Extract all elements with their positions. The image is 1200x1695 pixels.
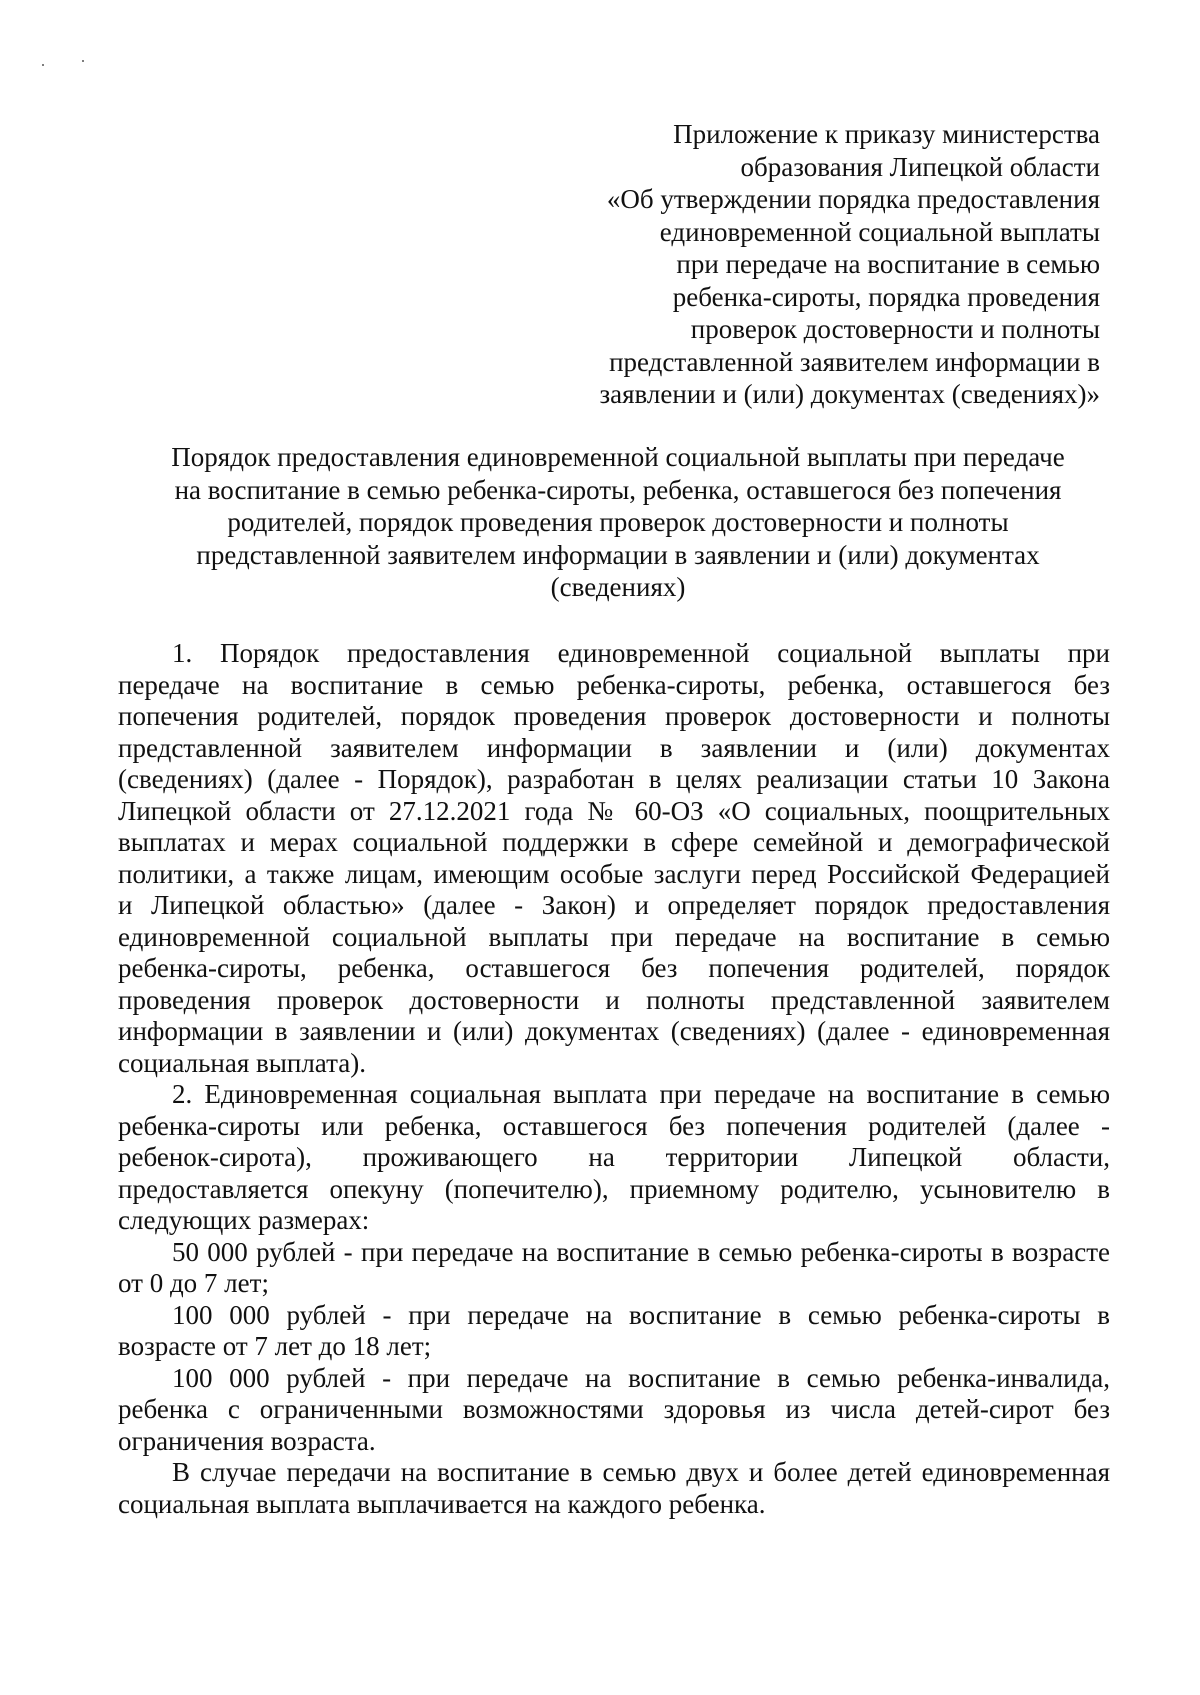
- text-line: проведения проверок достоверности и полноты представленной заявителем: [118, 984, 1110, 1015]
- text-line: социальная выплата).: [118, 1047, 366, 1078]
- appendix-line: ребенка-сироты, порядка проведения: [672, 281, 1100, 312]
- text-line: и Липецкой областью» (далее - Закон) и определяет порядок предоставления: [118, 890, 1110, 920]
- text-line: представленной заявителем информации в заявлении и (или) документах: [118, 732, 1110, 763]
- text-line: В случае передачи на воспитание в семью двух и более детей единовременная: [172, 1457, 1110, 1487]
- text-line: единовременной социальной выплаты при передаче на воспитание в семью: [118, 921, 1110, 952]
- title-line: представленной заявителем информации в заявлении и (или) документах: [196, 539, 1040, 570]
- appendix-line: проверок достоверности и полноты: [690, 314, 1100, 344]
- text-line: ограничения возраста.: [118, 1425, 376, 1456]
- title-line: Порядок предоставления единовременной социальной выплаты при передаче: [171, 442, 1065, 472]
- text-line: передаче на воспитание в семью ребенка-сироты, ребенка, оставшегося без: [118, 669, 1110, 700]
- appendix-line: единовременной социальной выплаты: [659, 216, 1100, 247]
- text-line: Липецкой области от 27.12.2021 года № 60-ОЗ «О социальных, поощрительных: [118, 795, 1110, 826]
- text-line: 2. Единовременная социальная выплата при передаче на воспитание в семью: [172, 1079, 1110, 1109]
- paragraph-6: [118, 1457, 1110, 1520]
- appendix-line: «Об утверждении порядка предоставления: [606, 184, 1100, 214]
- scan-speck: [82, 60, 84, 62]
- scan-speck: [42, 64, 44, 66]
- text-line: от 0 до 7 лет;: [118, 1268, 269, 1298]
- text-line: возрасте от 7 лет до 18 лет;: [118, 1331, 432, 1361]
- text-line: предоставляется опекуну (попечителю), приемному родителю, усыновителю в: [118, 1173, 1110, 1204]
- paragraph-5: [118, 1363, 1110, 1458]
- appendix-header: [560, 118, 1100, 411]
- appendix-line: Приложение к приказу министерства: [673, 119, 1100, 149]
- text-line: ребенка с ограниченными возможностями здоровья из числа детей-сирот без: [118, 1394, 1110, 1424]
- text-line: ребенок-сирота), проживающего на территории Липецкой области,: [118, 1142, 1110, 1172]
- text-line: политики, а также лицам, имеющим особые заслуги перед Российской Федерацией: [118, 858, 1110, 889]
- text-line: выплатах и мерах социальной поддержки в сфере семейной и демографической: [118, 827, 1110, 857]
- document-body: [118, 638, 1110, 1520]
- document-title: [118, 441, 1118, 604]
- text-line: (сведениях) (далее - Порядок), разработан в целях реализации статьи 10 Закона: [118, 764, 1110, 794]
- paragraph-4: [118, 1300, 1110, 1363]
- text-line: ребенка-сироты или ребенка, оставшегося без попечения родителей (далее -: [118, 1110, 1110, 1141]
- paragraph-3: [118, 1237, 1110, 1300]
- title-line: родителей, порядок проведения проверок достоверности и полноты: [227, 507, 1009, 537]
- appendix-line: образования Липецкой области: [740, 151, 1100, 182]
- text-line: 1. Порядок предоставления единовременной социальной выплаты при: [172, 638, 1110, 668]
- appendix-line: представленной заявителем информации в: [609, 346, 1100, 377]
- text-line: 50 000 рублей - при передаче на воспитание в семью ребенка-сироты в возрасте: [172, 1236, 1110, 1267]
- text-line: следующих размерах:: [118, 1205, 370, 1235]
- title-line: (сведениях): [550, 572, 686, 602]
- paragraph-1: [118, 638, 1110, 1079]
- title-line: на воспитание в семью ребенка-сироты, ребенка, оставшегося без попечения: [174, 474, 1062, 505]
- text-line: информации в заявлении и (или) документах (сведениях) (далее - единовременная: [118, 1016, 1110, 1046]
- text-line: 100 000 рублей - при передаче на воспитание в семью ребенка-сироты в: [172, 1299, 1110, 1330]
- paragraph-2: [118, 1079, 1110, 1237]
- text-line: 100 000 рублей - при передаче на воспитание в семью ребенка-инвалида,: [172, 1362, 1110, 1393]
- text-line: социальная выплата выплачивается на каждого ребенка.: [118, 1488, 766, 1519]
- appendix-line: заявлении и (или) документах (сведениях)»: [599, 379, 1100, 409]
- scan-artifacts: [40, 60, 100, 70]
- text-line: попечения родителей, порядок проведения проверок достоверности и полноты: [118, 701, 1110, 731]
- appendix-line: при передаче на воспитание в семью: [676, 249, 1100, 279]
- text-line: ребенка-сироты, ребенка, оставшегося без попечения родителей, порядок: [118, 953, 1110, 983]
